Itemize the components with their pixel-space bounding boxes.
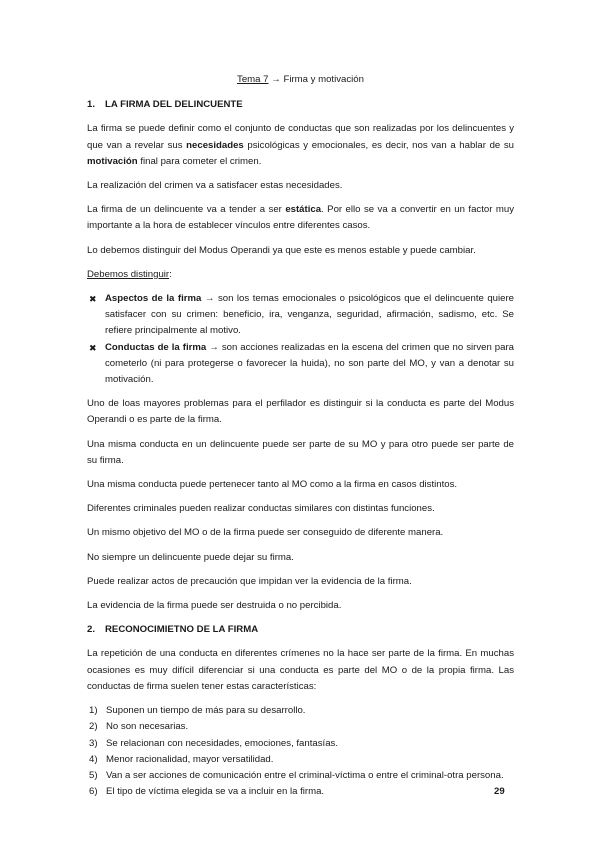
distinguish-label (87, 267, 514, 283)
bold-term: necesidades (186, 139, 244, 151)
section-heading-1 (87, 97, 514, 113)
list-item (87, 719, 514, 735)
underlined-label: Debemos distinguir (87, 268, 170, 280)
list-item (87, 703, 514, 719)
text-run: La firma de un delincuente va a tender a ser (87, 204, 286, 216)
paragraph: La repetición de una conducta en diferentes crímenes no la hace ser parte de la firma. En muchas ocasiones es muy difícil diferenciar si una conducta es parte del MO o de la propia firma. Las conductas de firma suelen tener estas características: (87, 648, 514, 692)
item-number: 3) (89, 737, 98, 749)
text-run: final para cometer el crimen. (137, 155, 262, 167)
section-heading-text: LA FIRMA DEL DELINCUENTE (105, 99, 243, 111)
bullet-text: → son acciones realizadas en la escena del crimen que no sirven para cometerlo (ni para protegerse o favorecer la huida), no son parte del MO, y van a denotar su motivación. (105, 341, 514, 386)
page-number: 29 (494, 786, 505, 797)
list-item (87, 768, 514, 784)
bold-term: Aspectos de la firma (105, 293, 202, 305)
numbered-list (87, 703, 514, 800)
item-number: 2) (89, 721, 98, 733)
text-run: psicológicas y emocionales, es decir, nos van a hablar de su (243, 139, 514, 151)
list-item (87, 784, 514, 800)
paragraph: No siempre un delincuente puede dejar su firma. (87, 551, 294, 563)
paragraph: Una misma conducta en un delincuente puede ser parte de su MO y para otro puede ser parte de su firma. (87, 438, 514, 466)
paragraph: Puede realizar actos de precaución que impidan ver la evidencia de la firma. (87, 575, 412, 587)
title-rest: Firma y motivación (283, 74, 364, 85)
section-number: 2. (87, 624, 96, 636)
list-item (87, 736, 514, 752)
bold-term: Conductas de la firma (105, 341, 207, 353)
section-heading-2 (87, 622, 514, 638)
item-text: Van a ser acciones de comunicación entre el criminal-víctima o entre el criminal-otra persona. (106, 769, 504, 781)
title-topic: Tema 7 (237, 74, 269, 85)
title-arrow: → (271, 74, 281, 85)
list-item (87, 752, 514, 768)
section-number: 1. (87, 99, 96, 111)
paragraph: La evidencia de la firma puede ser destruida o no percibida. (87, 600, 342, 612)
paragraph: La realización del crimen va a satisfacer estas necesidades. (87, 180, 343, 192)
paragraph: Una misma conducta puede pertenecer tanto al MO como a la firma en casos distintos. (87, 479, 458, 491)
paragraph: Uno de loas mayores problemas para el perfilador es distinguir si la conducta es parte del Modus Operandi o es parte de la firma. (87, 398, 514, 426)
bullet-text: → son los temas emocionales o psicológicos que el delincuente quiere satisfacer con su crimen: beneficio, ira, venganza, seguridad, afirmación, sadismo, etc. Se refiere principalmente al motivo. (105, 293, 514, 337)
colon: : (169, 268, 172, 280)
item-text: Menor racionalidad, mayor versatilidad. (106, 753, 274, 765)
bold-term: estática (285, 204, 322, 216)
page-content (87, 72, 514, 800)
item-number: 6) (89, 786, 98, 798)
paragraph-definition (87, 121, 514, 170)
item-number: 1) (89, 705, 98, 717)
bold-term: motivación (87, 155, 138, 167)
item-text: El tipo de víctima elegida se va a incluir en la firma. (106, 786, 325, 798)
item-text: No son necesarias. (106, 721, 189, 733)
text-run: . Por ello se va a convertir en un factor muy importante a la hora de establecer vínculos entre diferentes casos. (87, 204, 514, 232)
list-item (87, 340, 514, 389)
item-number: 4) (89, 753, 98, 765)
paragraph: Lo debemos distinguir del Modus Operandi ya que este es menos estable y puede cambiar. (87, 244, 476, 256)
section-heading-text: RECONOCIMIETNO DE LA FIRMA (105, 624, 259, 636)
paragraph: Diferentes criminales pueden realizar conductas similares con distintas funciones. (87, 503, 435, 515)
paragraph: Un mismo objetivo del MO o de la firma puede ser conseguido de diferente manera. (87, 527, 444, 539)
cross-bullet-icon: ✖ (89, 342, 97, 353)
list-item (87, 291, 514, 340)
page-title (87, 72, 514, 88)
paragraph-static (87, 202, 514, 234)
bullet-list (87, 291, 514, 388)
cross-bullet-icon: ✖ (89, 294, 97, 305)
item-text: Suponen un tiempo de más para su desarrollo. (106, 705, 306, 717)
item-text: Se relacionan con necesidades, emociones, fantasías. (106, 737, 338, 749)
text-run: La firma se puede definir como el conjunto de conductas que son realizadas por los delincuentes y que van a revelar sus (87, 123, 514, 151)
item-number: 5) (89, 769, 98, 781)
